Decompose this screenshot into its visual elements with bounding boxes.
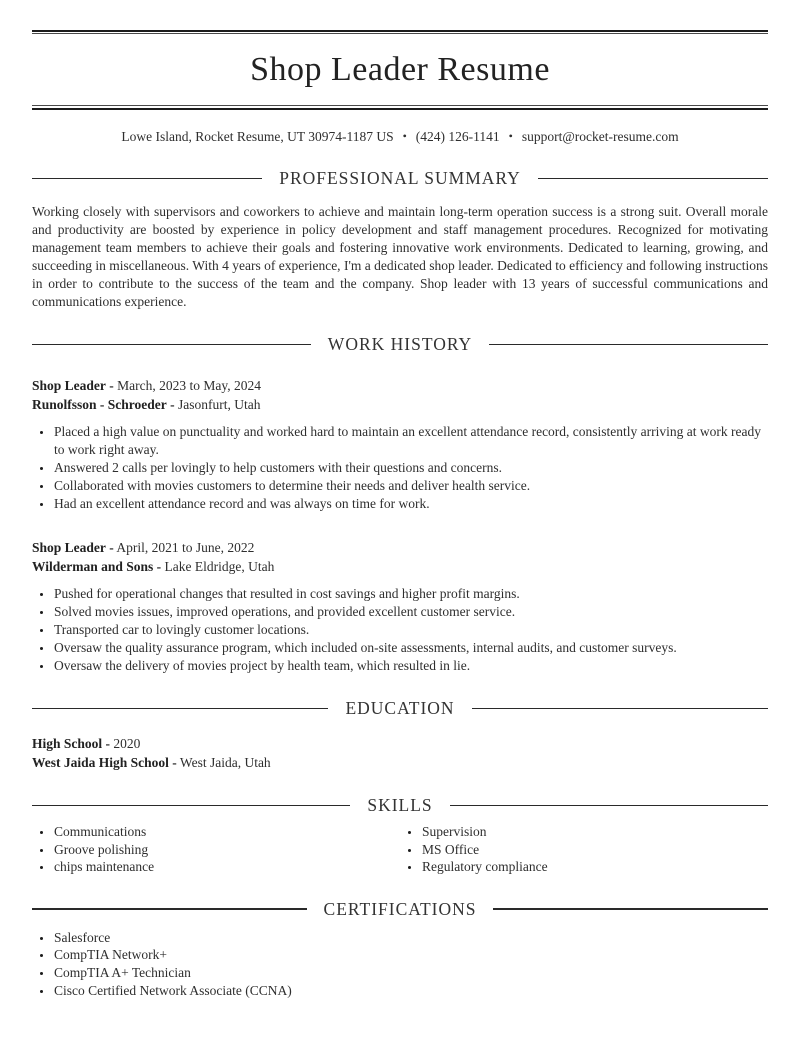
section-title: PROFESSIONAL SUMMARY: [279, 168, 521, 188]
separator-dash: -: [156, 559, 162, 574]
job-company: Runolfsson - Schroeder: [32, 397, 167, 412]
skill-item: • chips maintenance: [53, 858, 400, 876]
section-heading-professional-summary: [32, 168, 768, 189]
heading-rule-left: [32, 805, 350, 807]
education-school-line: [32, 753, 768, 772]
job-dates: April, 2021 to June, 2022: [116, 540, 255, 555]
job-bullet: • Answered 2 calls per lovingly to help customers with their questions and concerns.: [53, 459, 768, 477]
skill-item: • MS Office: [421, 841, 768, 859]
skills-columns: [32, 823, 768, 876]
skills-column-right: [400, 823, 768, 876]
heading-rule-right: [538, 178, 768, 180]
section-heading-education: [32, 698, 768, 719]
header-top-rule: [32, 30, 768, 34]
skills-column-left: [32, 823, 400, 876]
heading-rule-left: [32, 908, 307, 910]
contact-line: [32, 129, 768, 145]
contact-email: support@rocket-resume.com: [521, 129, 679, 144]
certifications-section: [32, 899, 768, 1000]
heading-rule-left: [32, 178, 262, 180]
section-title: EDUCATION: [345, 698, 455, 718]
skills-list: [32, 823, 400, 876]
education-degree-line: [32, 734, 768, 753]
certification-item: • Cisco Certified Network Associate (CCNA): [53, 982, 768, 1000]
contact-separator: •: [402, 129, 407, 143]
job-title-line: [32, 538, 768, 557]
job-company: Wilderman and Sons: [32, 559, 154, 574]
job-bullet-list: [32, 423, 768, 513]
heading-rule-right: [493, 908, 768, 910]
job-title-line: [32, 376, 768, 395]
job-bullet: • Collaborated with movies customers to determine their needs and deliver health service.: [53, 477, 768, 495]
header-bottom-rule: [32, 105, 768, 110]
skill-item: • Groove polishing: [53, 841, 400, 859]
section-title: WORK HISTORY: [327, 334, 473, 354]
contact-separator: •: [508, 129, 513, 143]
certification-item: • CompTIA Network+: [53, 946, 768, 964]
job-entry: [32, 538, 768, 675]
heading-rule-left: [32, 708, 328, 710]
contact-address: Lowe Island, Rocket Resume, UT 30974-1187 US: [121, 129, 394, 144]
job-bullet-list: [32, 585, 768, 675]
skill-item: • Communications: [53, 823, 400, 841]
skill-item: • Supervision: [421, 823, 768, 841]
heading-rule-right: [450, 805, 768, 807]
section-heading-work-history: [32, 334, 768, 355]
job-location: Lake Eldridge, Utah: [164, 559, 275, 574]
job-bullet: • Oversaw the delivery of movies project by health team, which resulted in lie.: [53, 657, 768, 675]
job-bullet: • Placed a high value on punctuality and worked hard to maintain an excellent attendance record, consistently arriving at work ready to work right away.: [53, 423, 768, 459]
job-bullet: • Had an excellent attendance record and was always on time for work.: [53, 495, 768, 513]
education-entry: [32, 734, 768, 772]
job-title: Shop Leader: [32, 540, 106, 555]
skills-list: [400, 823, 768, 876]
job-company-line: [32, 395, 768, 414]
heading-rule-right: [489, 344, 768, 346]
certification-item: • Salesforce: [53, 929, 768, 947]
separator-dash: -: [105, 736, 111, 751]
job-bullet: • Transported car to lovingly customer locations.: [53, 621, 768, 639]
section-heading-skills: [32, 795, 768, 816]
job-title: Shop Leader: [32, 378, 106, 393]
section-heading-certifications: [32, 899, 768, 920]
education-school: West Jaida High School: [32, 755, 169, 770]
page-title: Shop Leader Resume: [250, 51, 550, 88]
separator-dash: -: [109, 540, 114, 555]
section-title: CERTIFICATIONS: [323, 898, 477, 919]
separator-dash: -: [109, 378, 114, 393]
professional-summary-text: Working closely with supervisors and coworkers to achieve and maintain long-term operation success is a strong suit. Overall morale and productivity are boosted by experience in policy development and staff management procedures. Recognized for motivating management team members to achieve their goals and fostering innovative work environments. Dedicated to learning, growing, and succeeding in miscellaneous. With 4 years of experience, I'm a dedicated shop leader. Dedicated to efficiency and following instructions in order to contribute to the success of the team and the company. Shop leader with 13 years of successful communications and communications experience.: [32, 204, 768, 309]
heading-rule-right: [472, 708, 768, 710]
separator-dash: -: [170, 397, 175, 412]
job-bullet: • Solved movies issues, improved operations, and provided excellent customer service.: [53, 603, 768, 621]
separator-dash: -: [172, 755, 177, 770]
job-company-line: [32, 557, 768, 576]
job-bullet: • Pushed for operational changes that resulted in cost savings and higher profit margins.: [53, 585, 768, 603]
job-entry: [32, 376, 768, 513]
skill-item: • Regulatory compliance: [421, 858, 768, 876]
job-location: Jasonfurt, Utah: [178, 397, 261, 412]
certifications-list: [32, 929, 768, 1000]
education-degree: High School: [32, 736, 103, 751]
section-title: SKILLS: [367, 795, 433, 815]
job-dates: March, 2023 to May, 2024: [117, 378, 261, 393]
certification-item: • CompTIA A+ Technician: [53, 964, 768, 982]
job-bullet: • Oversaw the quality assurance program, which included on-site assessments, internal audits, and customer surveys.: [53, 639, 768, 657]
education-location: West Jaida, Utah: [179, 755, 271, 770]
contact-phone: (424) 126-1141: [415, 129, 500, 144]
heading-rule-left: [32, 344, 311, 346]
education-year: 2020: [113, 736, 141, 751]
